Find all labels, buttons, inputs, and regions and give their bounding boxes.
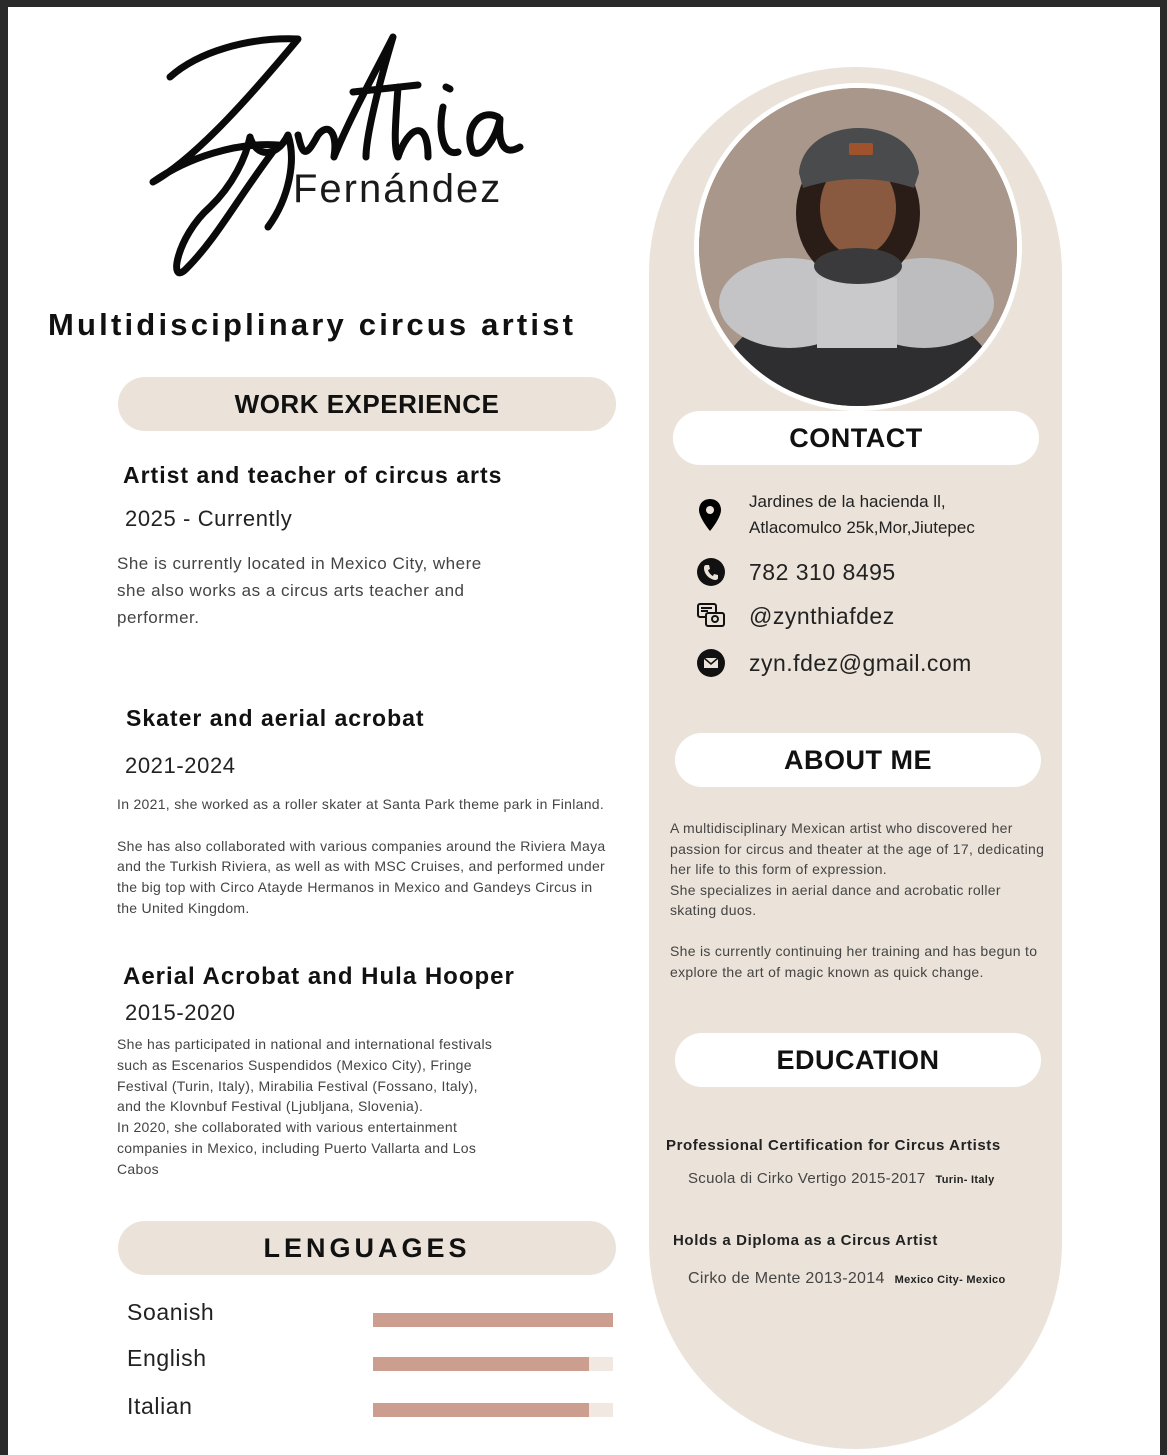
work-experience-heading: WORK EXPERIENCE [118,377,616,431]
education-location: Turin- Italy [935,1174,995,1186]
social-handle[interactable]: @zynthiafdez [749,602,895,629]
resume-page [8,7,1160,1455]
language-bar-fill [373,1357,589,1371]
language-bar [373,1313,613,1327]
location-pin-icon [695,500,725,530]
education-entry [688,1170,995,1187]
email-address[interactable]: zyn.fdez@gmail.com [749,649,972,676]
name-signature [128,7,558,297]
language-bar-fill [373,1403,589,1417]
job-dates: 2025 - Currently [125,506,293,531]
language-label: Soanish [127,1299,215,1325]
last-name: Fernández [293,167,503,211]
education-title: Professional Certification for Circus Artists [666,1137,1001,1154]
job-title: Aerial Acrobat and Hula Hooper [123,963,515,990]
phone-row [696,557,896,587]
education-school: Cirko de Mente 2013-2014 [688,1270,885,1287]
education-location: Mexico City- Mexico [894,1274,1006,1286]
job-description: In 2021, she worked as a roller skater at Santa Park theme park in Finland. She has also collaborated with various companies around the Riviera Maya and the Turkish Riviera, as well as with MSC Cruises, and performed under the big top with Circo Atayde Hermanos in Mexico and Gandeys Circus in the United Kingdom. [117,796,606,916]
job-title: Skater and aerial acrobat [126,705,425,731]
address-line: Atlacomulco 25k,Mor,Jiutepec [749,518,975,537]
social-media-icon [696,601,726,631]
phone-number[interactable]: 782 310 8495 [749,558,896,585]
social-row [696,601,895,631]
language-bar [373,1403,613,1417]
job-description: She is currently located in Mexico City, where she also works as a circus arts teacher and performer. [117,554,482,627]
language-bar-fill [373,1313,613,1327]
email-icon [696,648,726,678]
education-entry [688,1270,1006,1288]
email-row [696,648,972,678]
contact-heading: CONTACT [673,411,1039,465]
languages-heading: LENGUAGES [118,1221,616,1275]
about-heading: ABOUT ME [675,733,1041,787]
headline: Multidisciplinary circus artist [48,307,577,342]
job-dates: 2021-2024 [125,753,236,778]
portrait-illustration [699,88,1017,406]
profile-photo [694,83,1022,411]
phone-icon [696,557,726,587]
education-school: Scuola di Cirko Vertigo 2015-2017 [688,1170,926,1187]
language-label: Italian [127,1393,193,1419]
job-description: She has participated in national and international festivals such as Escenarios Suspendidos (Mexico City), Fringe Festival (Turin, Italy), Mirabilia Festival (Fossano, Italy), and the Klovnbuf Festival (Ljubljana, Slovenia). In 2020, she collaborated with various entertainment companies in Mexico, including Puerto Vallarta and Los Cabos [117,1036,493,1177]
education-heading: EDUCATION [675,1033,1041,1087]
language-bar [373,1357,613,1371]
about-text: A multidisciplinary Mexican artist who discovered her passion for circus and theater at the age of 17, dedicating her life to this form of expression. She specializes in aerial dance and acrobatic roller skating duos. She is currently continuing her training and has begun to explore the art of magic known as quick change. [670,820,1045,980]
education-title: Holds a Diploma as a Circus Artist [673,1232,938,1249]
language-label: English [127,1345,207,1371]
job-title: Artist and teacher of circus arts [123,462,503,488]
address-row [695,489,975,541]
job-dates: 2015-2020 [125,1000,236,1025]
address-line: Jardines de la hacienda ll, [749,492,946,511]
